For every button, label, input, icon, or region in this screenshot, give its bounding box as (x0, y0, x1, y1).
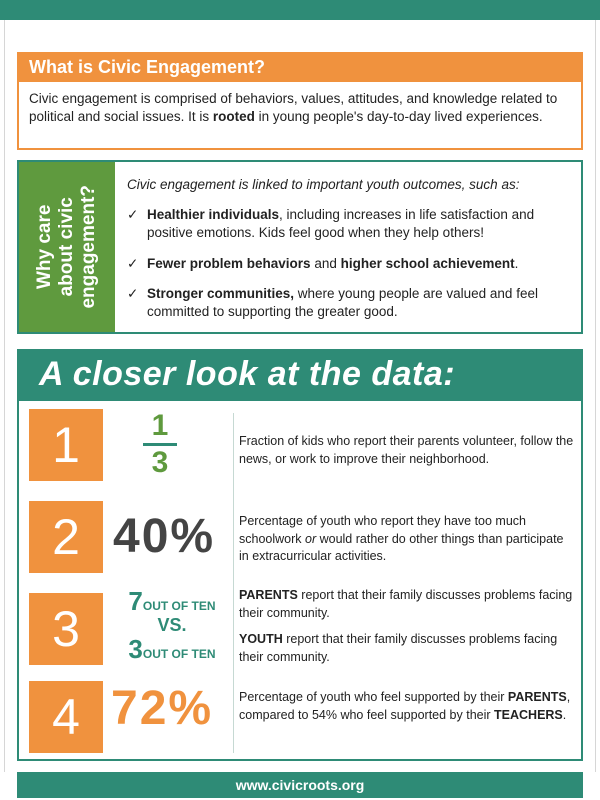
ratio-big-3: 3 (128, 634, 143, 664)
youth-label: YOUTH (239, 632, 283, 646)
outcome-bold: Healthier individuals (147, 207, 280, 223)
row-2-text-italic: or (305, 531, 317, 546)
footer-bar (17, 772, 583, 798)
parents-text: report that their family discusses problems facing their community. (239, 588, 573, 620)
why-care-content (127, 176, 577, 333)
ratio-out-of-ten: OUT OF TEN (142, 647, 216, 661)
stat-72-percent: 72% (111, 682, 214, 735)
what-is-text-bold: rooted (212, 109, 255, 125)
what-is-header (17, 52, 583, 82)
row-2-text-2: would rather do other things than participate in extracurricular activities. (239, 531, 564, 563)
parents-label: PARENTS (239, 588, 298, 602)
row-3-youth-text (239, 631, 574, 666)
outcome-bold: Fewer problem behaviors (147, 255, 311, 271)
row-number-3: 3 (29, 593, 103, 665)
ratio-parents (117, 588, 227, 614)
ratio-graphic (117, 588, 227, 662)
row-4-bold-1: PARENTS (507, 690, 567, 704)
row-4-text (239, 689, 574, 724)
ratio-big-7: 7 (128, 586, 143, 616)
fraction-graphic (139, 411, 181, 478)
row-4-text-3: . (562, 707, 567, 722)
ratio-vs: VS. (157, 615, 187, 635)
outcome-item (127, 206, 577, 242)
footer-url: www.civicroots.org (235, 777, 365, 793)
fraction-numerator: 1 (151, 409, 169, 442)
outcome-bold: Stronger communities, (147, 285, 295, 301)
why-care-heading (34, 185, 100, 309)
row-4-text-1: Percentage of youth who feel supported by their (239, 690, 508, 704)
checkmark-icon: ✓ (127, 207, 139, 223)
why-care-intro: Civic engagement is linked to important youth outcomes, such as: (127, 177, 520, 192)
data-section-title: A closer look at the data: (39, 355, 456, 393)
youth-text: report that their family discusses problems facing their community. (239, 632, 558, 664)
outcome-text: where young people are valued and feel committed to supporting the greater good. (147, 285, 538, 320)
ratio-youth (117, 636, 227, 662)
outcome-text-end: . (514, 255, 519, 271)
outcome-text: , including increases in life satisfaction and positive emotions. Kids feel good when they help others! (147, 207, 535, 241)
data-section-header (19, 351, 581, 401)
outcome-item (127, 255, 577, 273)
data-section (17, 349, 583, 761)
what-is-text-1: Civic engagement is comprised of behaviors, values, attitudes, and knowledge related to political and social issues. It is (29, 91, 558, 125)
why-care-sidebar (19, 162, 115, 332)
row-2-text (239, 513, 574, 566)
outcome-text: and (310, 255, 341, 271)
why-care-line-1: Why care (34, 204, 56, 290)
why-care-box (17, 160, 583, 334)
stat-40-percent: 40% (113, 510, 216, 563)
checkmark-icon: ✓ (127, 285, 139, 301)
ratio-out-of-ten: OUT OF TEN (142, 599, 216, 613)
outcome-bold-2: higher school achievement (340, 255, 515, 271)
row-4-text-2: , compared to 54% who feel supported by their (239, 690, 571, 722)
what-is-text-2: in young people's day-to-day lived experiences. (254, 109, 543, 125)
what-is-box (17, 82, 583, 150)
row-number-4: 4 (29, 681, 103, 753)
row-4-bold-2: TEACHERS (494, 707, 563, 722)
what-is-title: What is Civic Engagement? (29, 57, 266, 77)
why-care-line-2: about civic (56, 197, 78, 297)
row-1-text: Fraction of kids who report their parents volunteer, follow the news, or work to improve their neighborhood. (239, 434, 574, 466)
row-number-2: 2 (29, 501, 103, 573)
why-care-line-3: engagement? (77, 185, 99, 309)
top-banner-bar (0, 0, 600, 20)
checkmark-icon: ✓ (127, 255, 139, 271)
row-2-text-1: Percentage of youth who report they have too much schoolwork (239, 514, 526, 546)
fraction-denominator: 3 (151, 446, 169, 479)
outcome-item (127, 285, 577, 321)
column-divider (233, 413, 234, 753)
row-3-parents-text (239, 587, 574, 622)
row-number-1: 1 (29, 409, 103, 481)
